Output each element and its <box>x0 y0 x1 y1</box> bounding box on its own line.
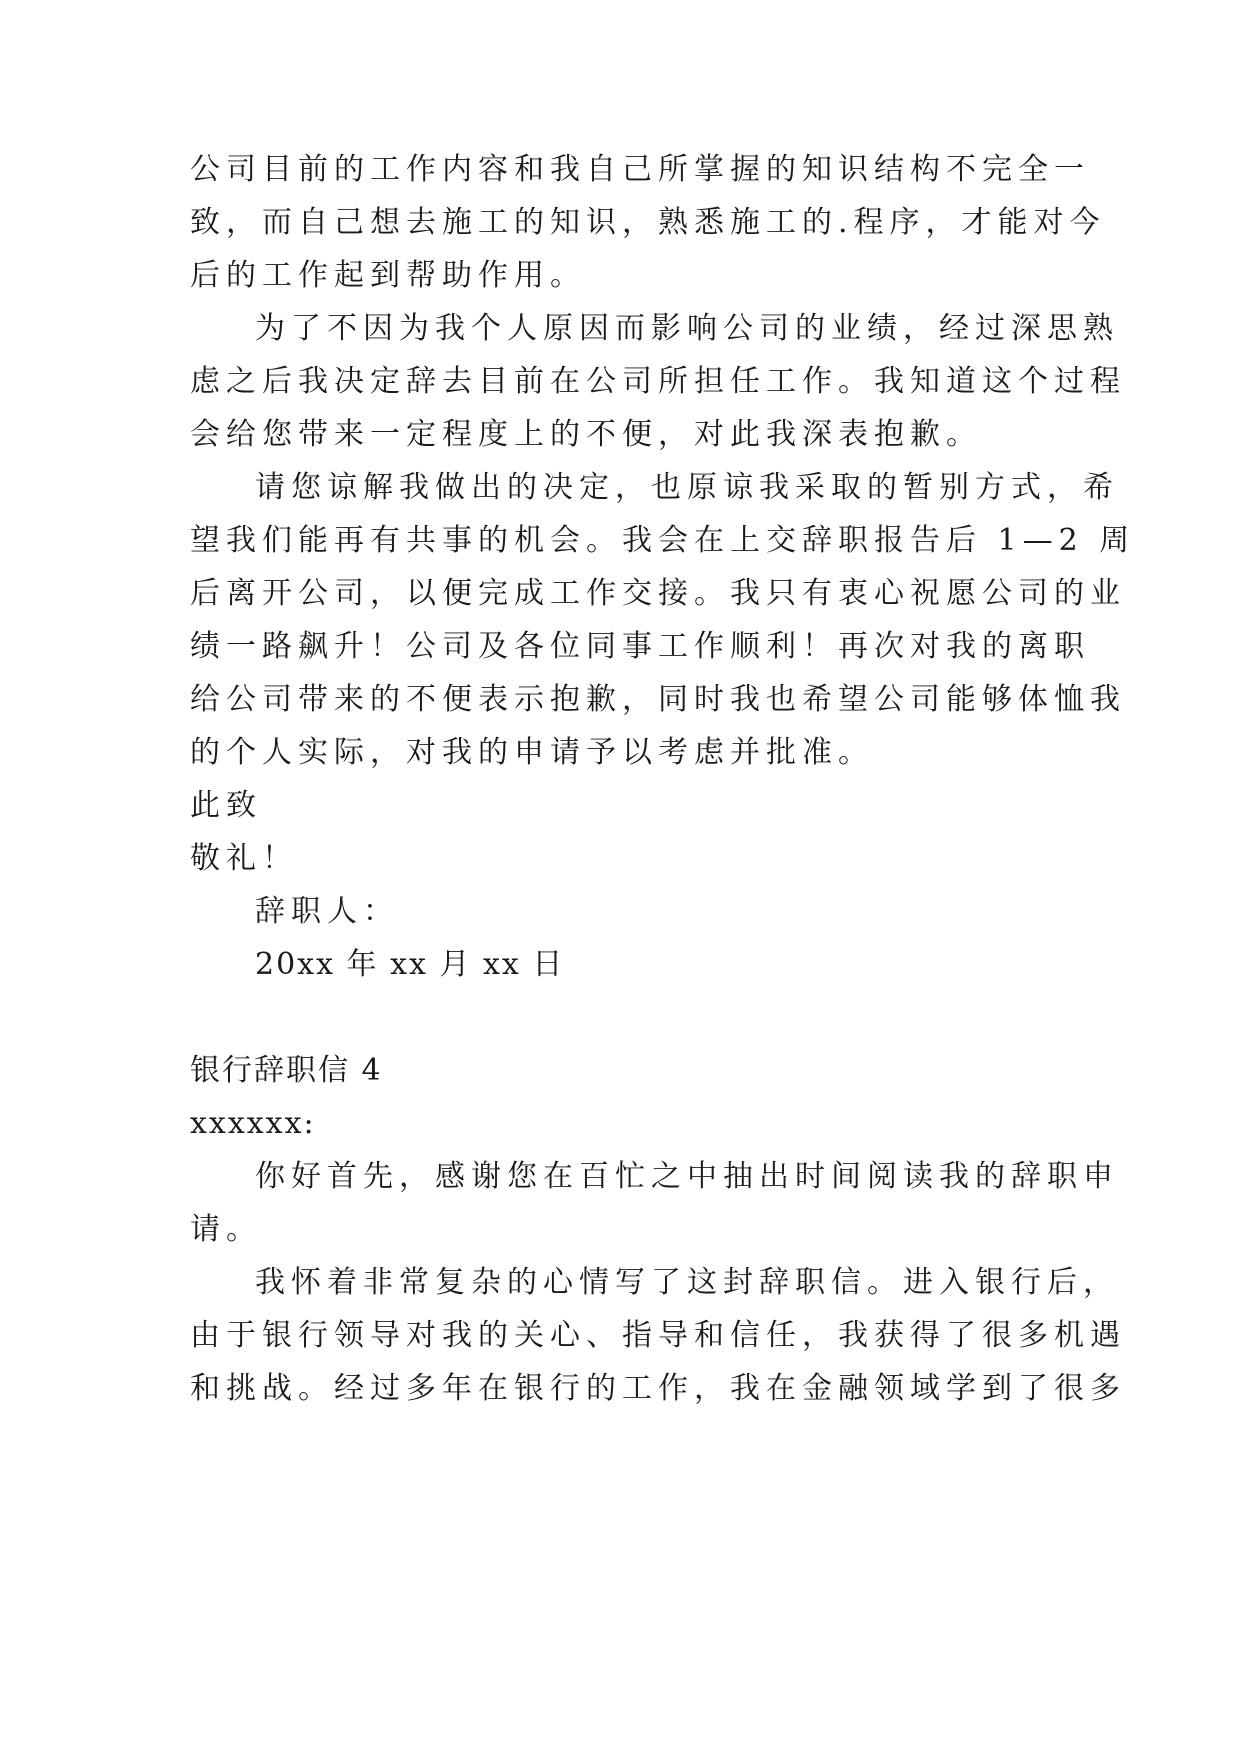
paragraph-line: 后的工作起到帮助作用。 <box>190 258 586 293</box>
paragraph-line: 致，而自己想去施工的知识，熟悉施工的.程序，才能对今 <box>190 205 1106 240</box>
paragraph-line: 和挑战。经过多年在银行的工作，我在金融领域学到了很多 <box>190 1371 1126 1406</box>
paragraph-line: 后离开公司，以便完成工作交接。我只有衷心祝愿公司的业 <box>190 576 1126 611</box>
paragraph-line: 请您谅解我做出的决定，也原谅我采取的暂别方式，希 <box>255 470 1119 505</box>
date-line: 20xx 年 xx 月 xx 日 <box>255 947 565 982</box>
paragraph-line: 请。 <box>190 1212 262 1247</box>
paragraph-line: 给公司带来的不便表示抱歉，同时我也希望公司能够体恤我 <box>190 682 1126 717</box>
paragraph-line: 公司目前的工作内容和我自己所掌握的知识结构不完全一 <box>190 152 1090 187</box>
paragraph-line: 由于银行领导对我的关心、指导和信任，我获得了很多机遇 <box>190 1318 1126 1353</box>
paragraph-line: 为了不因为我个人原因而影响公司的业绩，经过深思熟 <box>255 311 1119 346</box>
paragraph-line: 会给您带来一定程度上的不便，对此我深表抱歉。 <box>190 417 982 452</box>
signature-label: 辞职人： <box>255 894 399 929</box>
closing-salute: 敬礼！ <box>190 841 298 876</box>
paragraph-line: 你好首先，感谢您在百忙之中抽出时间阅读我的辞职申 <box>255 1159 1119 1194</box>
paragraph-line: 虑之后我决定辞去目前在公司所担任工作。我知道这个过程 <box>190 364 1126 399</box>
paragraph-line: 绩一路飙升！公司及各位同事工作顺利！再次对我的离职 <box>190 629 1090 664</box>
section-title: 银行辞职信 4 <box>190 1053 383 1088</box>
closing-phrase: 此致 <box>190 788 262 823</box>
paragraph-line: 的个人实际，对我的申请予以考虑并批准。 <box>190 735 874 770</box>
paragraph-line: 望我们能再有共事的机会。我会在上交辞职报告后 1—2 周 <box>190 523 1136 558</box>
paragraph-line: 我怀着非常复杂的心情写了这封辞职信。进入银行后， <box>255 1265 1119 1300</box>
salutation: xxxxxx: <box>190 1106 316 1141</box>
